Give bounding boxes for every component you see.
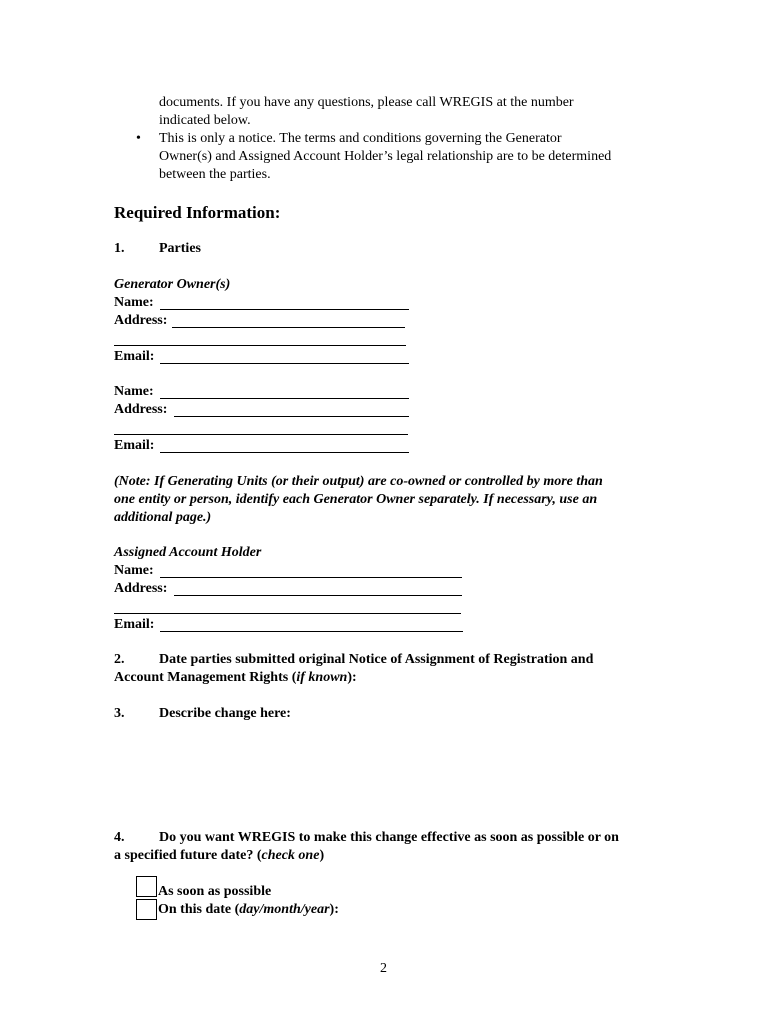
section-4-number: 4.	[114, 830, 125, 845]
owner1-email-label: Email:	[114, 349, 155, 364]
owner1-address-field[interactable]	[172, 327, 405, 328]
owner2-address-line-2-field[interactable]	[114, 434, 408, 435]
checkbox-specific-date[interactable]	[136, 899, 157, 920]
section-2-line-2: Account Management Rights (if known):	[114, 670, 357, 685]
owner1-name-label: Name:	[114, 295, 154, 310]
holder-address-label: Address:	[114, 581, 168, 596]
required-info-heading: Required Information:	[114, 203, 281, 222]
generator-owners-label: Generator Owner(s)	[114, 277, 231, 292]
owner1-address-label: Address:	[114, 313, 168, 328]
checkbox-asap[interactable]	[136, 876, 157, 897]
note-line-3: additional page.)	[114, 510, 212, 525]
section-1-number: 1.	[114, 241, 125, 256]
section-3-number: 3.	[114, 706, 125, 721]
intro-line-1: documents. If you have any questions, please call WREGIS at the number	[159, 95, 574, 110]
section-2-number: 2.	[114, 652, 125, 667]
owner2-name-field[interactable]	[160, 398, 409, 399]
page-number: 2	[380, 961, 387, 976]
holder-name-label: Name:	[114, 563, 154, 578]
owner2-address-label: Address:	[114, 402, 168, 417]
owner1-address-line-2-field[interactable]	[114, 345, 406, 346]
holder-address-field[interactable]	[174, 595, 462, 596]
account-holder-label: Assigned Account Holder	[114, 545, 262, 560]
owner2-name-label: Name:	[114, 384, 154, 399]
bullet-line-1: This is only a notice. The terms and conditions governing the Generator	[159, 131, 562, 146]
intro-line-2: indicated below.	[159, 113, 251, 128]
describe-change-area[interactable]	[114, 726, 654, 822]
bullet-icon: •	[136, 131, 141, 146]
owner2-address-field[interactable]	[174, 416, 409, 417]
section-4-line-1: Do you want WREGIS to make this change effective as soon as possible or on	[159, 830, 619, 845]
note-line-2: one entity or person, identify each Generator Owner separately. If necessary, use an	[114, 492, 598, 507]
bullet-line-2: Owner(s) and Assigned Account Holder’s legal relationship are to be determined	[159, 149, 612, 164]
option-date-label: On this date (day/month/year):	[158, 902, 339, 917]
holder-address-line-2-field[interactable]	[114, 613, 461, 614]
holder-email-label: Email:	[114, 617, 155, 632]
note-line-1: (Note: If Generating Units (or their output) are co-owned or controlled by more than	[114, 474, 603, 489]
owner2-email-label: Email:	[114, 438, 155, 453]
owner2-email-field[interactable]	[160, 452, 409, 453]
holder-name-field[interactable]	[160, 577, 462, 578]
owner1-email-field[interactable]	[160, 363, 409, 364]
section-4-line-2: a specified future date? (check one)	[114, 848, 325, 863]
bullet-line-3: between the parties.	[159, 167, 271, 182]
section-1-title: Parties	[159, 241, 201, 256]
owner1-name-field[interactable]	[160, 309, 409, 310]
holder-email-field[interactable]	[160, 631, 463, 632]
section-2-line-1: Date parties submitted original Notice of Assignment of Registration and	[159, 652, 594, 667]
option-asap-label: As soon as possible	[158, 884, 272, 899]
section-3-title: Describe change here:	[159, 706, 291, 721]
